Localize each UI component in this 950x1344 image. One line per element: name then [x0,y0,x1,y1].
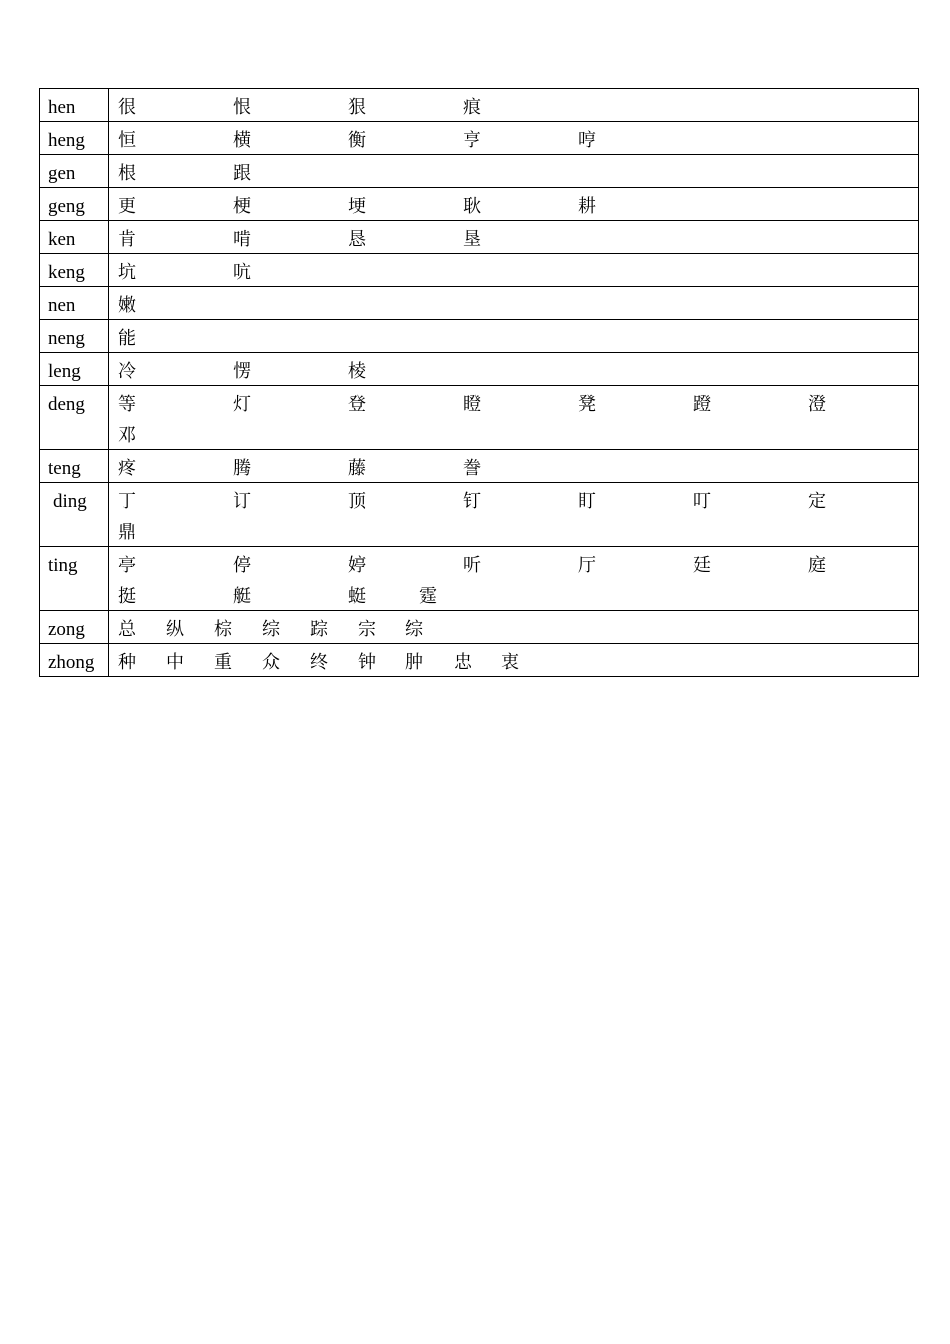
chinese-character: 订 [233,491,251,512]
chinese-character: 嫩 [118,295,136,316]
chinese-character: 挺 [118,586,136,607]
pinyin-syllable: deng [40,386,109,450]
pinyin-syllable: hen [40,89,109,122]
table-row [40,353,919,386]
chinese-character: 很 [118,97,136,118]
character-line [118,553,918,584]
chinese-character: 澄 [808,394,826,415]
character-cell [109,644,919,677]
chinese-character: 恨 [233,97,251,118]
character-cell [109,89,919,122]
chinese-character: 宗 [358,619,376,640]
chinese-character: 啃 [233,229,251,250]
chinese-character: 埂 [348,196,366,217]
character-line [118,95,918,121]
character-line [118,359,918,385]
character-cell [109,547,919,611]
chinese-character: 跟 [233,163,251,184]
character-line [118,161,918,187]
character-line [118,293,918,319]
character-line [118,128,918,154]
table-row [40,483,919,547]
chinese-character: 忠 [454,652,472,673]
chinese-character: 耿 [463,196,481,217]
chinese-character: 蹬 [693,394,711,415]
chinese-character: 综 [262,619,280,640]
chinese-character: 凳 [578,394,596,415]
chinese-character: 狠 [348,97,366,118]
character-line [118,260,918,286]
chinese-character: 垦 [463,229,481,250]
chinese-character: 综 [405,619,423,640]
pinyin-syllable: teng [40,450,109,483]
chinese-character: 痕 [463,97,481,118]
character-line [118,650,918,676]
chinese-character: 亭 [118,555,136,576]
chinese-character: 亨 [463,130,481,151]
character-cell [109,353,919,386]
character-cell [109,221,919,254]
chinese-character: 横 [233,130,251,151]
chinese-character: 重 [214,652,232,673]
table-row [40,188,919,221]
chinese-character: 总 [118,619,136,640]
character-line [118,584,918,610]
chinese-character: 霆 [419,586,437,607]
chinese-character: 盯 [578,491,596,512]
character-line [118,326,918,352]
chinese-character: 吭 [233,262,251,283]
table-row [40,644,919,677]
character-cell [109,254,919,287]
pinyin-syllable: leng [40,353,109,386]
pinyin-syllable: gen [40,155,109,188]
chinese-character: 腾 [233,458,251,479]
chinese-character: 棱 [348,361,366,382]
pinyin-table-body [40,89,919,677]
character-line [118,423,918,449]
table-row [40,386,919,450]
chinese-character: 等 [118,394,136,415]
chinese-character: 誊 [463,458,481,479]
pinyin-syllable: zhong [40,644,109,677]
pinyin-syllable: ting [40,547,109,611]
chinese-character: 肿 [405,652,423,673]
pinyin-syllable: geng [40,188,109,221]
chinese-character: 能 [118,328,136,349]
chinese-character: 婷 [348,555,366,576]
character-line [118,456,918,482]
chinese-character: 肯 [118,229,136,250]
chinese-character: 艇 [233,586,251,607]
chinese-character: 瞪 [463,394,481,415]
chinese-character: 哼 [578,130,596,151]
character-cell [109,320,919,353]
chinese-character: 愣 [233,361,251,382]
chinese-character: 灯 [233,394,251,415]
pinyin-syllable: heng [40,122,109,155]
chinese-character: 终 [310,652,328,673]
chinese-character: 厅 [578,555,596,576]
chinese-character: 根 [118,163,136,184]
pinyin-syllable: ding [40,483,109,547]
table-row [40,155,919,188]
chinese-character: 冷 [118,361,136,382]
character-cell [109,188,919,221]
chinese-character: 种 [118,652,136,673]
chinese-character: 停 [233,555,251,576]
character-cell [109,450,919,483]
character-cell [109,287,919,320]
table-row [40,254,919,287]
chinese-character: 庭 [808,555,826,576]
table-row [40,122,919,155]
chinese-character: 邓 [118,425,136,446]
chinese-character: 恳 [348,229,366,250]
pinyin-table [39,88,919,677]
chinese-character: 更 [118,196,136,217]
chinese-character: 恒 [118,130,136,151]
chinese-character: 钟 [358,652,376,673]
character-line [118,194,918,220]
pinyin-syllable: nen [40,287,109,320]
pinyin-syllable: neng [40,320,109,353]
chinese-character: 藤 [348,458,366,479]
pinyin-syllable: zong [40,611,109,644]
chinese-character: 坑 [118,262,136,283]
character-line [118,520,918,546]
pinyin-syllable: ken [40,221,109,254]
table-row [40,287,919,320]
table-row [40,611,919,644]
chinese-character: 叮 [693,491,711,512]
character-line [118,617,918,643]
character-line [118,227,918,253]
chinese-character: 鼎 [118,522,136,543]
chinese-character: 众 [262,652,280,673]
chinese-character: 踪 [310,619,328,640]
chinese-character: 登 [348,394,366,415]
chinese-character: 顶 [348,491,366,512]
chinese-character: 听 [463,555,481,576]
chinese-character: 丁 [118,491,136,512]
table-row [40,450,919,483]
chinese-character: 疼 [118,458,136,479]
table-row [40,221,919,254]
chinese-character: 钉 [463,491,481,512]
chinese-character: 耕 [578,196,596,217]
chinese-character: 定 [808,491,826,512]
chinese-character: 衷 [501,652,519,673]
chinese-character: 梗 [233,196,251,217]
chinese-character: 纵 [166,619,184,640]
table-row [40,89,919,122]
character-cell [109,611,919,644]
character-cell [109,386,919,450]
table-row [40,320,919,353]
chinese-character: 衡 [348,130,366,151]
table-row [40,547,919,611]
pinyin-syllable: keng [40,254,109,287]
character-cell [109,155,919,188]
character-cell [109,483,919,547]
chinese-character: 蜓 [348,586,366,607]
chinese-character: 棕 [214,619,232,640]
character-cell [109,122,919,155]
character-line [118,392,918,423]
chinese-character: 中 [166,652,184,673]
chinese-character: 廷 [693,555,711,576]
character-line [118,489,918,520]
